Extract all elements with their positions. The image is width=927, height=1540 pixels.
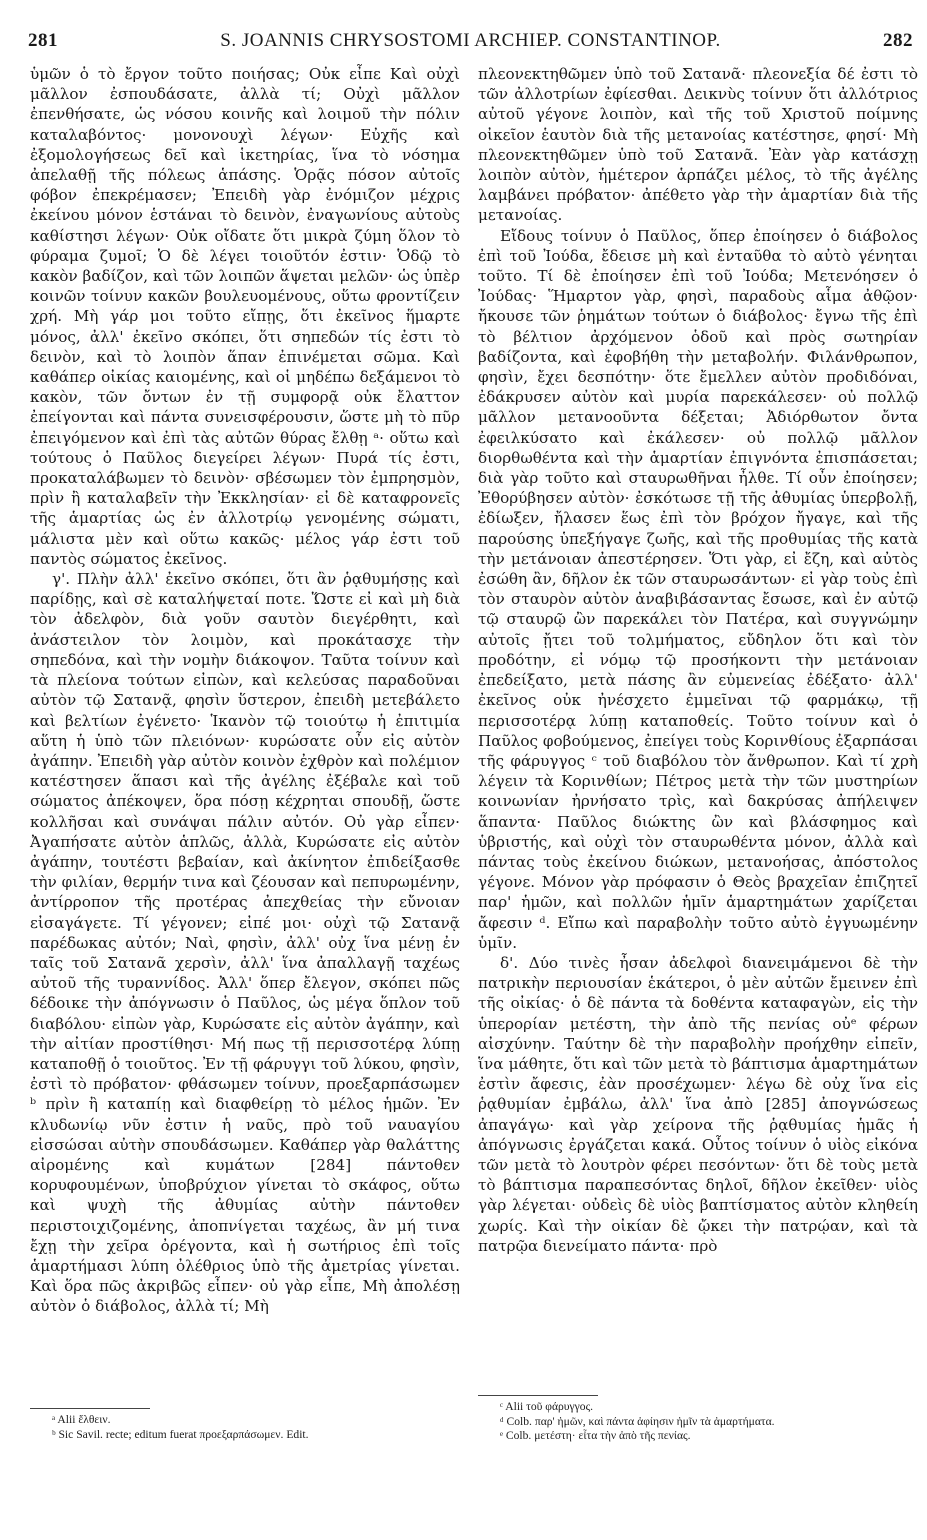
footnote-rule [30,1408,150,1409]
page-number-left: 281 [28,30,58,51]
footnote: ᶜ Alii τοῦ φάρυγγος. [500,1400,594,1413]
left-column [30,64,460,1317]
footnote: ᵉ Colb. μετέστη· εἶτα τὴν ἀπὸ τῆς πενίας. [500,1429,691,1442]
paragraph: δ'. Δύο τινὲς ἦσαν ἀδελφοὶ διανειμάμενοι δὲ τὴν πατρικὴν περιουσίαν ἑκάτεροι, ὁ μὲν αὐτῶν ἔμεινεν ἐπὶ τῆς οἰκίας· ὁ δὲ πάντα τὰ δοθέντα καταφαγὼν, εἰς τὴν ὑπερορίαν μετέστη, τὴν ἀπὸ τῆς πενίας οὐᵉ φέρων αἰσχύνην. Ταύτην δὲ τὴν παραβολὴν προήχθην εἰπεῖν, ἵνα μάθητε, ὅτι καὶ τῶν μετὰ τὸ βάπτισμα ἁμαρτημάτων ἐστὶν ἄφεσις, ἐὰν προσέχωμεν· λέγω δὲ οὐχ ἵνα εἰς ῥᾳθυμίαν ἐμβάλω, ἀλλ' ἵνα ἀπὸ [285] ἀπογνώσεως ἀπαγάγω· καὶ γὰρ χείρονα τῆς ῥᾳθυμίας ἡμᾶς ἡ ἀπόγνωσις ἐργάζεται κακά. Οὗτος τοίνυν ὁ υἱὸς εἰκόνα τῶν μετὰ τὸ λουτρὸν φέρει πεσόντων· ὅτι δὲ τοὺς μετὰ τὸ βάπτισμα παραπεσόντας δηλοῖ, δῆλον ἐκεῖθεν· υἱὸς γὰρ λέγεται· οὐδεὶς δὲ υἱὸς βαπτίσματος αὐτὸν κληθείη χωρίς. Καὶ τὴν οἰκίαν δὲ ᾤκει τὴν πατρῴαν, καὶ τὰ πατρῷα διενείματο πάντα· πρὸ [478,953,918,1255]
footnote: ᵈ Colb. παρ' ἡμῶν, καὶ πάντα ἀφίησιν ἡμῖν τὰ ἁμαρτήματα. [500,1414,775,1428]
footnotes-right [478,1395,918,1444]
running-title: S. JOANNIS CHRYSOSTOMI ARCHIEP. CONSTANTINOP. [220,30,721,51]
paragraph: ὑμῶν ὁ τὸ ἔργον τοῦτο ποιήσας; Οὐκ εἶπε Καὶ οὐχὶ μᾶλλον ἐσπουδάσατε, ἀλλὰ τί; Οὐχὶ μᾶλλον ἐπενθήσατε, ὡς νόσου κοινῆς καὶ λοιμοῦ τὴν πόλιν καταλαβόντος· μονονουχὶ λέγων· Εὐχῆς καὶ ἐξομολογήσεως δεῖ καὶ ἱκετηρίας, ἵνα τὸ νόσημα ἀπελαθῇ τῆς πόλεως ἁπάσης. Ὁρᾷς πόσον αὐτοῖς φόβον ἐπεκρέμασεν; Ἐπειδὴ γὰρ ἐνόμιζον μέχρις ἐκείνου μόνον ἑστάναι τὸ δεινὸν, ἐναγωνίους αὐτοὺς καθίστησι λέγων· Οὐκ οἴδατε ὅτι μικρὰ ζύμη ὅλον τὸ φύραμα ζυμοῖ; Ὁ δὲ λέγει τοιοῦτόν ἐστιν· Ὁδῷ τὸ κακὸν βαδίζον, καὶ τῶν λοιπῶν ἅψεται μελῶν· ὡς ὑπὲρ κοινῶν τοίνυν κακῶν βουλευομένους, οὕτω φροντίζειν χρή. Μὴ γάρ μοι τοῦτο εἴπῃς, ὅτι ἐκεῖνος ἥμαρτε μόνος, ἀλλ' ἐκεῖνο σκόπει, ὅτι σηπεδών τίς ἐστι τὸ δεινὸν, καὶ τὸ λοιπὸν ἅπαν ἐπινέμεται σῶμα. Καὶ καθάπερ οἰκίας καιομένης, καὶ οἱ μηδέπω δεξάμενοι τὸ κακὸν, τῶν ὄντων ἐν τῇ συμφορᾷ οὐκ ἔλαττον ἐπείγονται καὶ πάντα συνεισφέρουσιν, ὥστε μὴ τὸ πῦρ ἐπειγόμενον καὶ ἐπὶ τὰς αὐτῶν θύρας ἔλθῃ ᵃ· οὕτω καὶ τούτους ὁ Παῦλος διεγείρει λέγων· Πυρά τίς ἐστι, προκαταλάβωμεν τὸ δεινὸν· σβέσωμεν τὸν ἐμπρησμὸν, πρὶν ἢ καταλαβεῖν τὴν Ἐκκλησίαν· εἰ δὲ καταφρονεῖς τῆς ἁμαρτίας ὡς ἐν ἀλλοτρίῳ γενομένης σώματι, μάλιστα μὲν καὶ οὕτω κακῶς· μέλος γάρ ἐστι τοῦ παντὸς σώματος ἐκεῖνος. [30,65,460,568]
footnote: ᵃ Alii ἔλθειν. [52,1413,111,1426]
page-number-right: 282 [883,30,913,51]
paragraph: Εἴδους τοίνυν ὁ Παῦλος, ὅπερ ἐποίησεν ὁ διάβολος ἐπὶ τοῦ Ἰούδα, ἔδεισε μὴ καὶ ἐνταῦθα τὸ αὐτὸ γένηται τοῦτο. Τί δὲ ἐποίησεν ἐπὶ τοῦ Ἰούδα; Μετενόησεν ὁ Ἰούδας· Ἥμαρτον γὰρ, φησὶ, παραδοὺς αἷμα ἀθῷον· ἤκουσε τῶν ῥημάτων τούτων ὁ διάβολος· ἔγνω τῆς ἐπὶ τὸ βέλτιον ἀρχόμενον ὁδοῦ καὶ πρὸς σωτηρίαν βαδίζοντα, καὶ ἐφοβήθη τὴν μεταβολήν. Φιλάνθρωπον, φησὶν, ἔχει δεσπότην· ὅτε ἔμελλεν αὐτὸν προδιδόναι, ἐδάκρυσεν αὐτὸν καὶ μυρία παρεκάλεσεν· οὐ πολλῷ μᾶλλον μετανοοῦντα δέξεται; Ἀδιόρθωτον ὄντα ἐφειλκύσατο καὶ ἐκάλεσεν· οὐ πολλῷ μᾶλλον διορθωθέντα καὶ τὴν ἁμαρτίαν ἐπιγνόντα ἐπισπάσεται; διὰ γὰρ τοῦτο καὶ σταυρωθῆναι ἦλθε. Τί οὖν ἐποίησεν; Ἐθορύβησεν αὐτὸν· ἐσκότωσε τῇ τῆς ἀθυμίας ὑπερβολῇ, ἐδίωξεν, ἤλασεν ἕως ἐπὶ τὸν βρόχον ἤγαγε, καὶ τῆς παρούσης ὑπεξήγαγε ζωῆς, καὶ τῆς προθυμίας τῆς κατὰ τὴν μετάνοιαν ἀπεστέρησεν. Ὅτι γὰρ, εἰ ἔζη, καὶ αὐτὸς ἐσώθη ἂν, δῆλον ἐκ τῶν σταυρωσάντων· εἰ γὰρ τοὺς ἐπὶ τὸν σταυρὸν αὐτὸν ἀναβιβάσαντας ἔσωσε, καὶ ἐν αὐτῷ τῷ σταυρῷ ὢν παρεκάλει τὸν Πατέρα, καὶ συγγνώμην αὐτοῖς ᾔτει τοῦ τολμήματος, εὔδηλον ὅτι καὶ τὸν προδότην, εἰ νόμῳ τῷ προσήκοντι τὴν μετάνοιαν ἐπεδείξατο, μετὰ πάσης ἂν εὐμενείας ἐδέξατο· ἀλλ' ἐκεῖνος οὐκ ἠνέσχετο ἐμμεῖναι τῷ φαρμάκῳ, τῇ περισσοτέρᾳ λύπῃ καταποθείς. Τοῦτο τοίνυν καὶ ὁ Παῦλος φοβούμενος, ἐπείγει τοὺς Κορινθίους ἐξαρπάσαι τῆς φάρυγγος ᶜ τοῦ διαβόλου τὸν ἄνθρωπον. Καὶ τί χρὴ λέγειν τὰ Κορινθίων; Πέτρος μετὰ τὴν τῶν μυστηρίων κοινωνίαν ἠρνήσατο τρὶς, καὶ δακρύσας ἀπήλειψεν ἅπαντα· Παῦλος διώκτης ὢν καὶ βλάσφημος καὶ ὑβριστής, καὶ οὐχὶ τὸν σταυρωθέντα μόνον, ἀλλὰ καὶ πάντας τοὺς ἐκείνου διώκων, μετανοήσας, ἀπόστολος γέγονε. Μόνον γὰρ πρόφασιν ὁ Θεὸς βραχεῖαν ἐπιζητεῖ παρ' ἡμῶν, καὶ πολλῶν ἡμῖν ἁμαρτημάτων χαρίζεται ἄφεσιν ᵈ. Εἴπω καὶ παραβολὴν τοῦτο αὐτὸ ἐγγυωμένην ὑμῖν. [478,226,918,952]
footnote-rule [478,1395,598,1396]
paragraph: γ'. Πλὴν ἀλλ' ἐκεῖνο σκόπει, ὅτι ἂν ῥᾳθυμήσῃς καὶ παρίδῃς, καὶ σὲ καταλήψεταί ποτε. Ὥστε εἰ καὶ μὴ διὰ τὸν ἀδελφὸν, διὰ γοῦν σαυτὸν διεγέρθητι, καὶ ἀνάστειλον τὸν λοιμὸν, καὶ προκάτασχε τὴν σηπεδόνα, καὶ τὴν νομὴν διάκοψον. Ταῦτα τοίνυν καὶ τὰ πλείονα τούτων εἰπὼν, καὶ κελεύσας παραδοῦναι αὐτὸν τῷ Σατανᾷ, φησὶν ὕστερον, ἐπειδὴ μετεβάλετο καὶ βελτίων ἐγένετο· Ἱκανὸν τῷ τοιούτῳ ἡ ἐπιτιμία αὕτη ἡ ὑπὸ τῶν πλειόνων· κυρώσατε οὖν εἰς αὐτὸν ἀγάπην. Ἐπειδὴ γὰρ αὐτὸν κοινὸν ἐχθρὸν καὶ πολέμιον κατέστησεν ἅπασι καὶ τῆς ἀγέλης ἐξέβαλε καὶ τοῦ σώματος ἀπέκοψεν, ὅρα πόσῃ κέχρηται σπουδῇ, ὥστε κολλῆσαι καὶ συνάψαι πάλιν αὐτόν. Οὐ γὰρ εἶπεν· Ἀγαπήσατε αὐτὸν ἁπλῶς, ἀλλὰ, Κυρώσατε εἰς αὐτὸν ἀγάπην, τουτέστι βεβαίαν, καὶ ἀκίνητον ἐπιδείξασθε τὴν φιλίαν, θερμήν τινα καὶ ζέουσαν καὶ πεπυρωμένην, ἀντίρροπον τῆς προτέρας ἀπεχθείας τὴν εὔνοιαν εἰσαγάγετε. Τί γέγονεν; εἰπέ μοι· οὐχὶ τῷ Σατανᾷ παρέδωκας αὐτόν; Ναὶ, φησὶν, ἀλλ' οὐχ ἵνα μένῃ ἐν ταῖς τοῦ Σατανᾶ χερσὶν, ἀλλ' ἵνα ἀπαλλαγῇ ταχέως αὐτοῦ τῆς τυραννίδος. Ἀλλ' ὅπερ ἔλεγον, σκόπει πῶς δέδοικε τὴν ἀπόγνωσιν ὁ Παῦλος, ὡς μέγα ὅπλον τοῦ διαβόλου· εἰπὼν γὰρ, Κυρώσατε εἰς αὐτὸν ἀγάπην, καὶ τὴν αἰτίαν προστίθησι· Μή πως τῇ περισσοτέρᾳ λύπῃ καταποθῇ ὁ τοιοῦτος. Ἐν τῇ φάρυγγι τοῦ λύκου, φησὶν, ἐστὶ τὸ πρόβατον· φθάσωμεν τοίνυν, προεξαρπάσωμεν ᵇ πρὶν ἢ καταπίῃ καὶ διαφθείρῃ τὸ μέλος ἡμῶν. Ἐν κλυδωνίῳ νῦν ἐστιν ἡ ναῦς, πρὸ τοῦ ναυαγίου εἰσσώσαι αὐτὴν σπουδάσωμεν. Καθάπερ γὰρ θαλάττης αἰρομένης καὶ κυμάτων [284] πάντοθεν κορυφουμένων, ὑποβρύχιον γίνεται τὸ σκάφος, οὕτω καὶ ψυχὴ τῆς ἀθυμίας αὐτὴν πάντοθεν περιστοιχιζομένης, ἀποπνίγεται ταχέως, ἂν μή τινα ἔχῃ τὴν χεῖρα ὀρέγοντα, καὶ ἡ σωτήριος ἐπὶ τοῖς ἁμαρτήμασι λύπη ὀλέθριος ὑπὸ τῆς ἀμετρίας γίνεται. Καὶ ὅρα πῶς ἀκριβῶς εἶπεν· οὐ γὰρ εἶπε, Μὴ ἀπολέσῃ αὐτὸν ὁ διάβολος, ἀλλὰ τί; Μὴ [30,570,460,1316]
footnote: ᵇ Sic Savil. recte; editum fuerat προεξαρπάσωμεν. Edit. [52,1427,309,1441]
footnotes-left [30,1408,460,1442]
right-column [478,64,918,1256]
paragraph: πλεονεκτηθῶμεν ὑπὸ τοῦ Σατανᾶ· πλεονεξία δέ ἐστι τὸ τῶν ἀλλοτρίων ἐφίεσθαι. Δεικνὺς τοίνυν ὅτι ἀλλότριος αὐτοῦ γέγονε λοιπὸν, καὶ τῆς τοῦ Χριστοῦ ποίμνης οἰκεῖον ἑαυτὸν διὰ τῆς μετανοίας κατέστησε, φησί· Μὴ πλεονεκτηθῶμεν ὑπὸ τοῦ Σατανᾶ. Ἐὰν γὰρ κατάσχῃ λοιπὸν αὐτὸν, ἡμέτερον ἁρπάζει μέλος, τὸ τῆς ἀγέλης λαμβάνει πρόβατον· ἀπέθετο γὰρ τὴν ἁμαρτίαν διὰ τῆς μετανοίας. [478,65,918,225]
running-header [28,30,913,54]
